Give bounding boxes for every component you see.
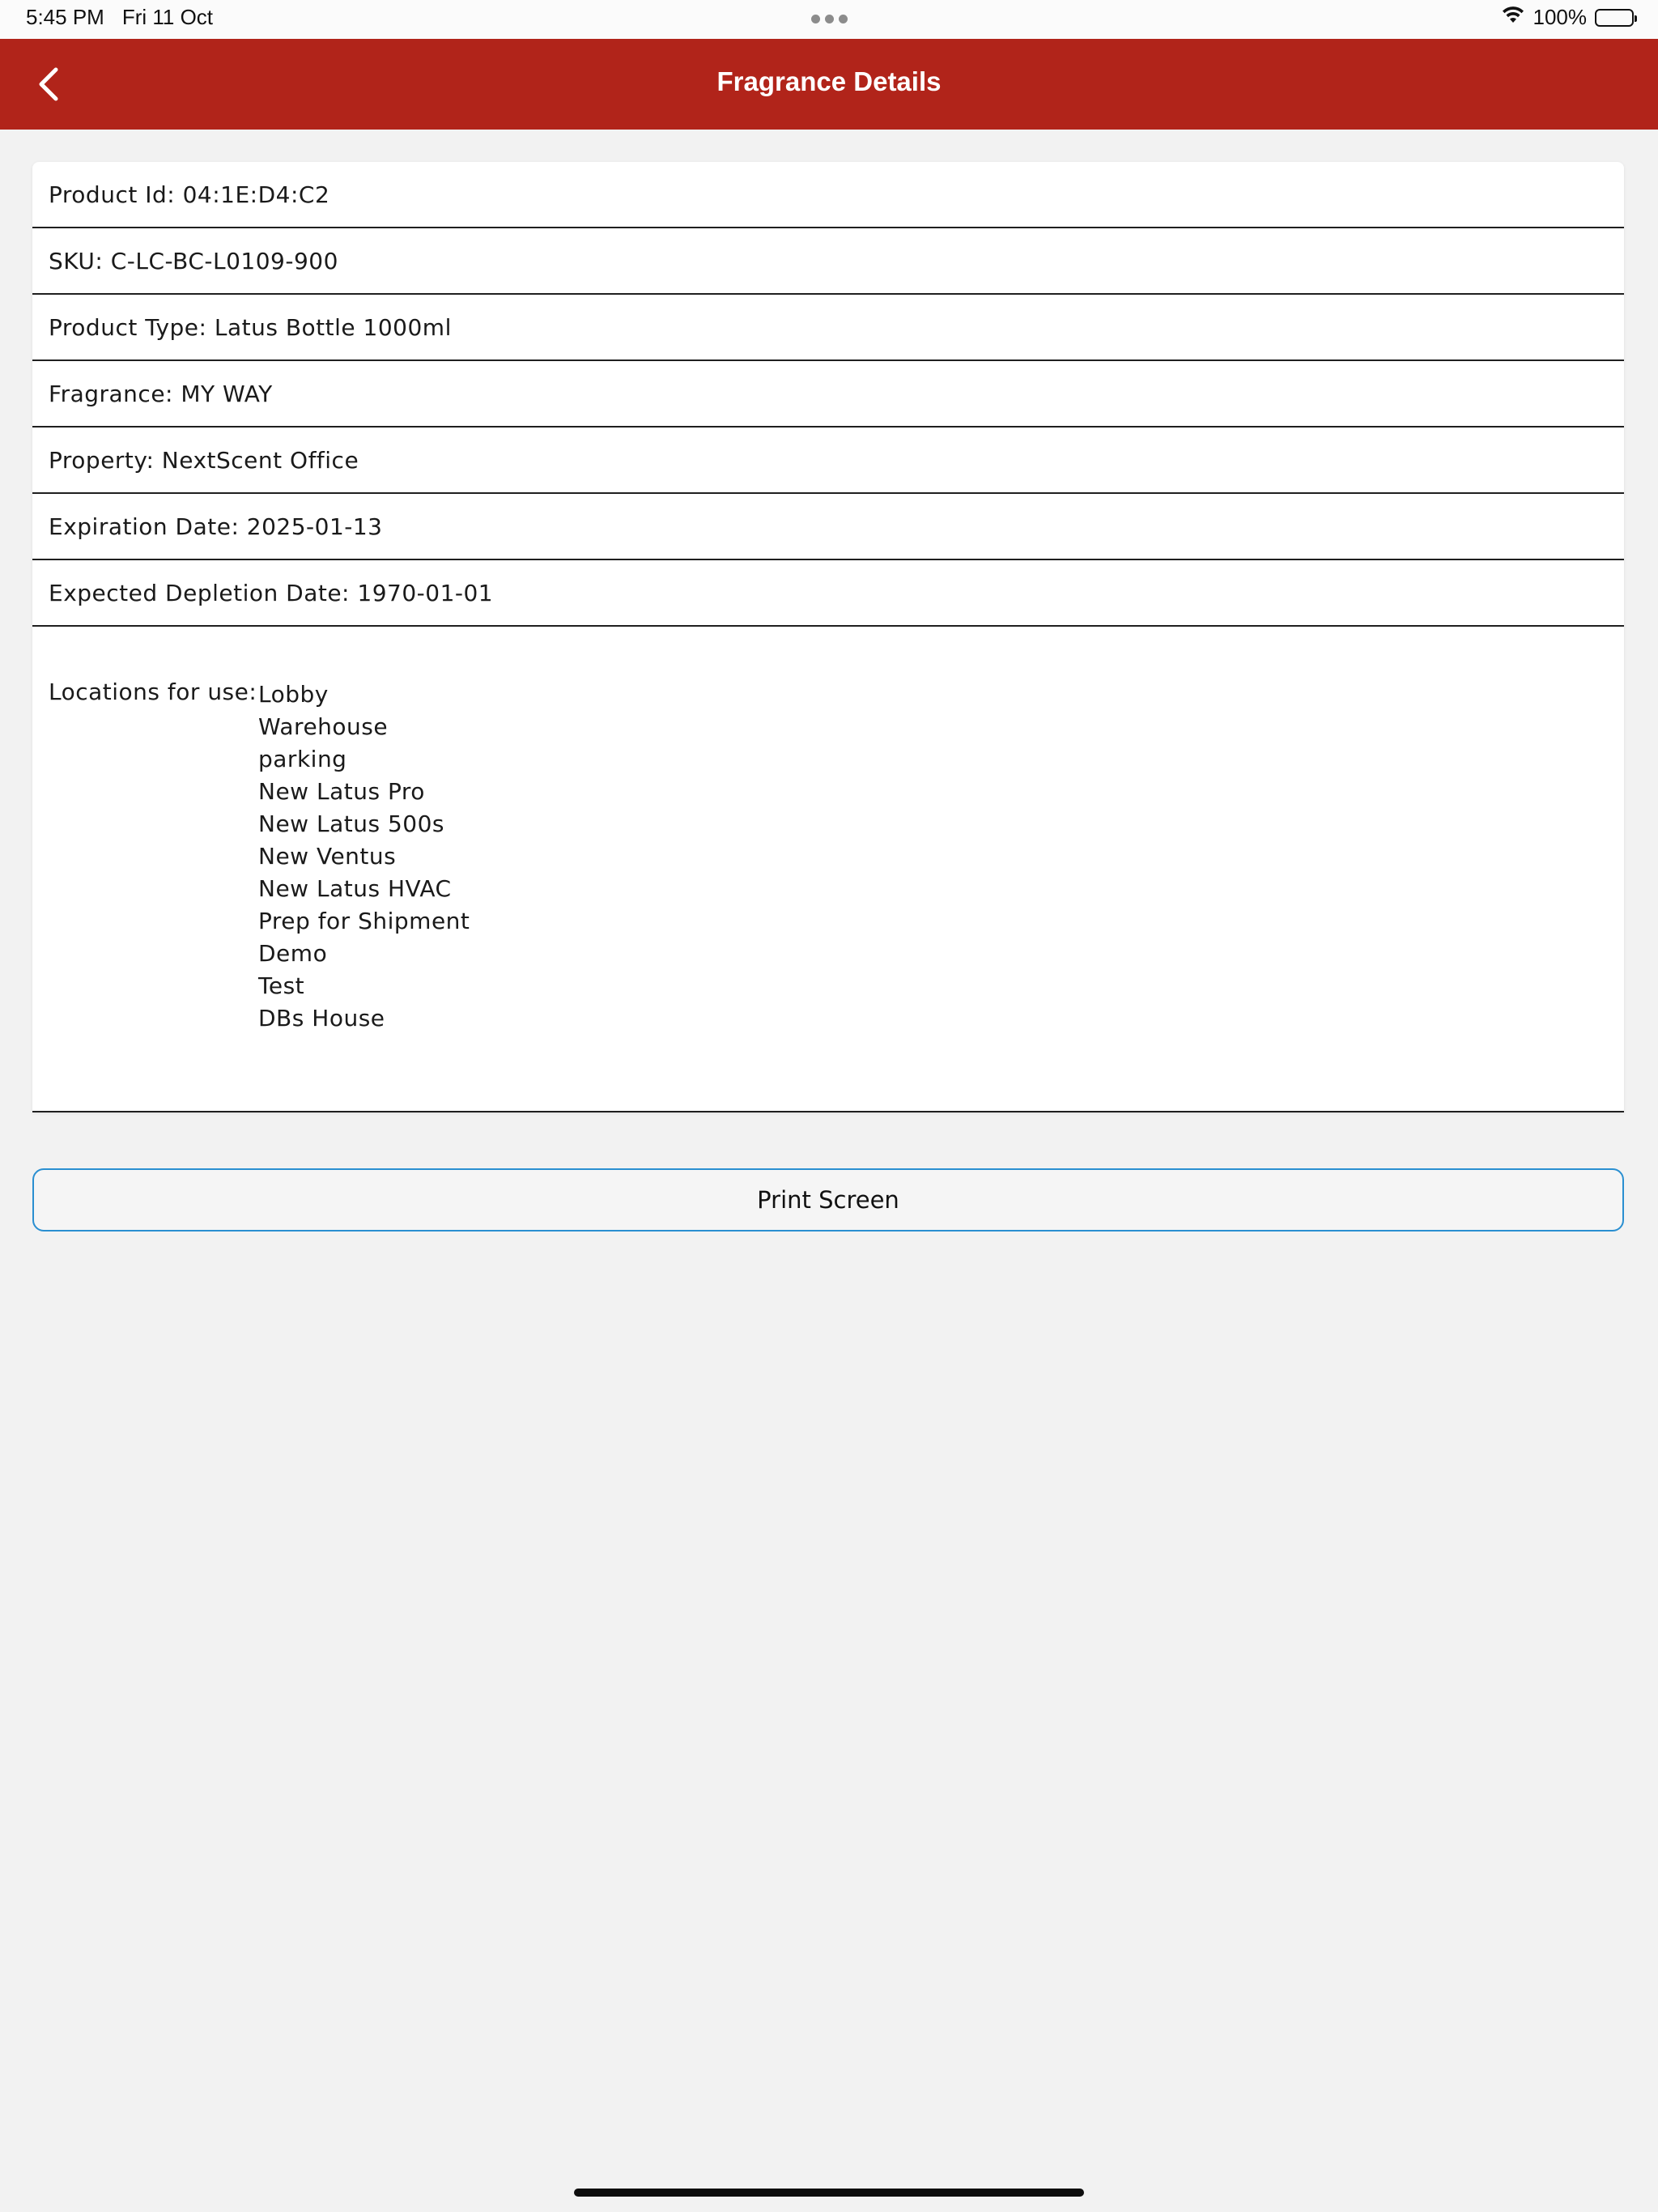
sku-row <box>32 228 1624 295</box>
product-type: Product Type: Latus Bottle 1000ml <box>49 313 452 341</box>
location-item: New Latus Pro <box>258 778 425 805</box>
status-date: Fri 11 Oct <box>121 5 214 29</box>
product-id-row <box>32 162 1624 228</box>
locations-row <box>32 627 1624 1112</box>
location-item: New Ventus <box>258 843 397 870</box>
property: Property: NextScent Office <box>49 446 359 474</box>
status-time: 5:45 PM <box>26 5 104 29</box>
wifi-icon <box>1501 5 1525 30</box>
battery-icon <box>1595 9 1634 27</box>
location-item: parking <box>258 746 347 772</box>
print-screen-button[interactable]: Print Screen <box>32 1168 1624 1231</box>
location-item: DBs House <box>258 1005 385 1032</box>
navigation-bar <box>0 39 1658 130</box>
location-item: New Latus HVAC <box>258 875 452 902</box>
product-type-row <box>32 295 1624 361</box>
location-item: New Latus 500s <box>258 810 444 837</box>
dot <box>839 15 848 23</box>
battery-percent: 100% <box>1533 5 1587 29</box>
expected-depletion-date: Expected Depletion Date: 1970-01-01 <box>49 579 494 606</box>
status-bar <box>0 0 1658 39</box>
fragrance-detail-card <box>32 162 1624 1112</box>
dot <box>825 15 834 23</box>
location-item: Lobby <box>258 681 329 708</box>
multitasking-dots-icon[interactable] <box>811 15 848 23</box>
locations-label: Locations for use: <box>49 678 265 705</box>
page-title: Fragrance Details <box>716 66 942 96</box>
dot <box>811 15 820 23</box>
status-indicators <box>1501 5 1635 30</box>
expected-depletion-date-row <box>32 560 1624 627</box>
fragrance: Fragrance: MY WAY <box>49 380 273 407</box>
expiration-date: Expiration Date: 2025-01-13 <box>49 513 383 540</box>
expiration-date-row <box>32 494 1624 560</box>
location-item: Test <box>258 972 305 999</box>
fragrance-row <box>32 361 1624 428</box>
location-item: Demo <box>258 940 328 967</box>
sku: SKU: C-LC-BC-L0109-900 <box>49 247 338 274</box>
locations-list <box>258 678 470 1035</box>
location-item: Warehouse <box>258 713 389 740</box>
status-time-date <box>26 5 213 30</box>
property-row <box>32 428 1624 494</box>
home-indicator[interactable] <box>574 2189 1084 2197</box>
location-item: Prep for Shipment <box>258 908 470 934</box>
product-id: Product Id: 04:1E:D4:C2 <box>49 181 330 208</box>
